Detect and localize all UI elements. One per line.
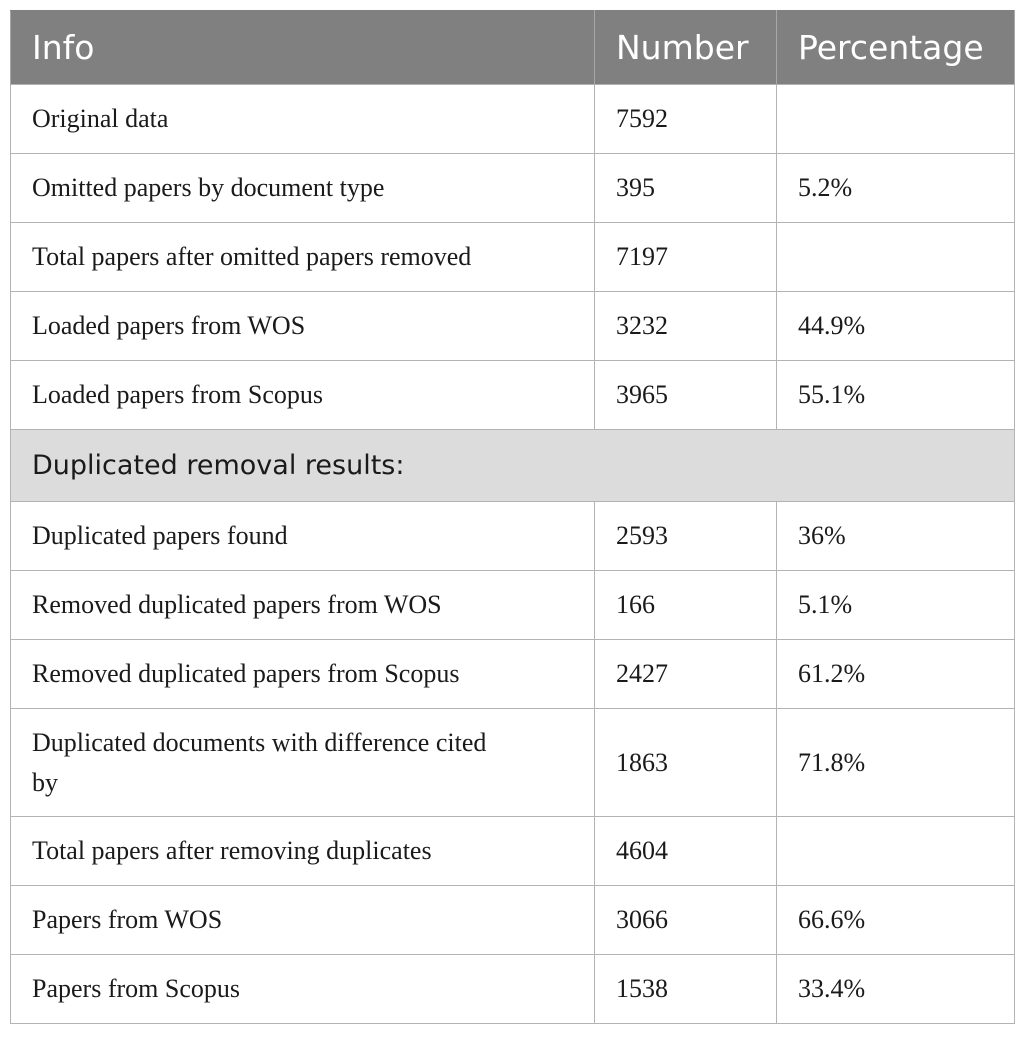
cell-info: Loaded papers from Scopus [11, 361, 595, 430]
section-header-row [11, 430, 1015, 502]
cell-percentage [777, 817, 1015, 886]
cell-info: Total papers after omitted papers removed [11, 223, 595, 292]
cell-percentage: 61.2% [777, 640, 1015, 709]
data-table [10, 10, 1015, 1024]
table-row [11, 502, 1015, 571]
cell-info: Papers from Scopus [11, 955, 595, 1024]
cell-number: 2427 [595, 640, 777, 709]
cell-number: 395 [595, 154, 777, 223]
cell-number: 1538 [595, 955, 777, 1024]
cell-number: 3965 [595, 361, 777, 430]
cell-percentage: 44.9% [777, 292, 1015, 361]
section-label: Duplicated removal results: [11, 430, 1015, 502]
cell-info: Omitted papers by document type [11, 154, 595, 223]
cell-percentage [777, 85, 1015, 154]
cell-percentage: 5.1% [777, 571, 1015, 640]
cell-number: 4604 [595, 817, 777, 886]
cell-percentage: 5.2% [777, 154, 1015, 223]
cell-number: 3232 [595, 292, 777, 361]
cell-number: 7592 [595, 85, 777, 154]
cell-info: Loaded papers from WOS [11, 292, 595, 361]
table-row [11, 361, 1015, 430]
table-row [11, 223, 1015, 292]
table-row [11, 292, 1015, 361]
cell-percentage [777, 223, 1015, 292]
table-row [11, 154, 1015, 223]
table-row [11, 886, 1015, 955]
table-header-row [11, 11, 1015, 85]
cell-info: Papers from WOS [11, 886, 595, 955]
cell-info: Removed duplicated papers from Scopus [11, 640, 595, 709]
header-number: Number [595, 11, 777, 85]
cell-info: Duplicated documents with difference cited by [11, 709, 595, 817]
table-row [11, 571, 1015, 640]
cell-percentage: 71.8% [777, 709, 1015, 817]
cell-number: 1863 [595, 709, 777, 817]
cell-info: Duplicated papers found [11, 502, 595, 571]
table-row [11, 709, 1015, 817]
cell-percentage: 33.4% [777, 955, 1015, 1024]
header-info: Info [11, 11, 595, 85]
table-row [11, 85, 1015, 154]
cell-percentage: 66.6% [777, 886, 1015, 955]
table-row [11, 817, 1015, 886]
table-row [11, 955, 1015, 1024]
cell-number: 166 [595, 571, 777, 640]
cell-info: Original data [11, 85, 595, 154]
cell-info: Removed duplicated papers from WOS [11, 571, 595, 640]
cell-number: 3066 [595, 886, 777, 955]
cell-number: 2593 [595, 502, 777, 571]
header-percentage: Percentage [777, 11, 1015, 85]
cell-percentage: 36% [777, 502, 1015, 571]
cell-info: Total papers after removing duplicates [11, 817, 595, 886]
cell-number: 7197 [595, 223, 777, 292]
table-row [11, 640, 1015, 709]
cell-percentage: 55.1% [777, 361, 1015, 430]
